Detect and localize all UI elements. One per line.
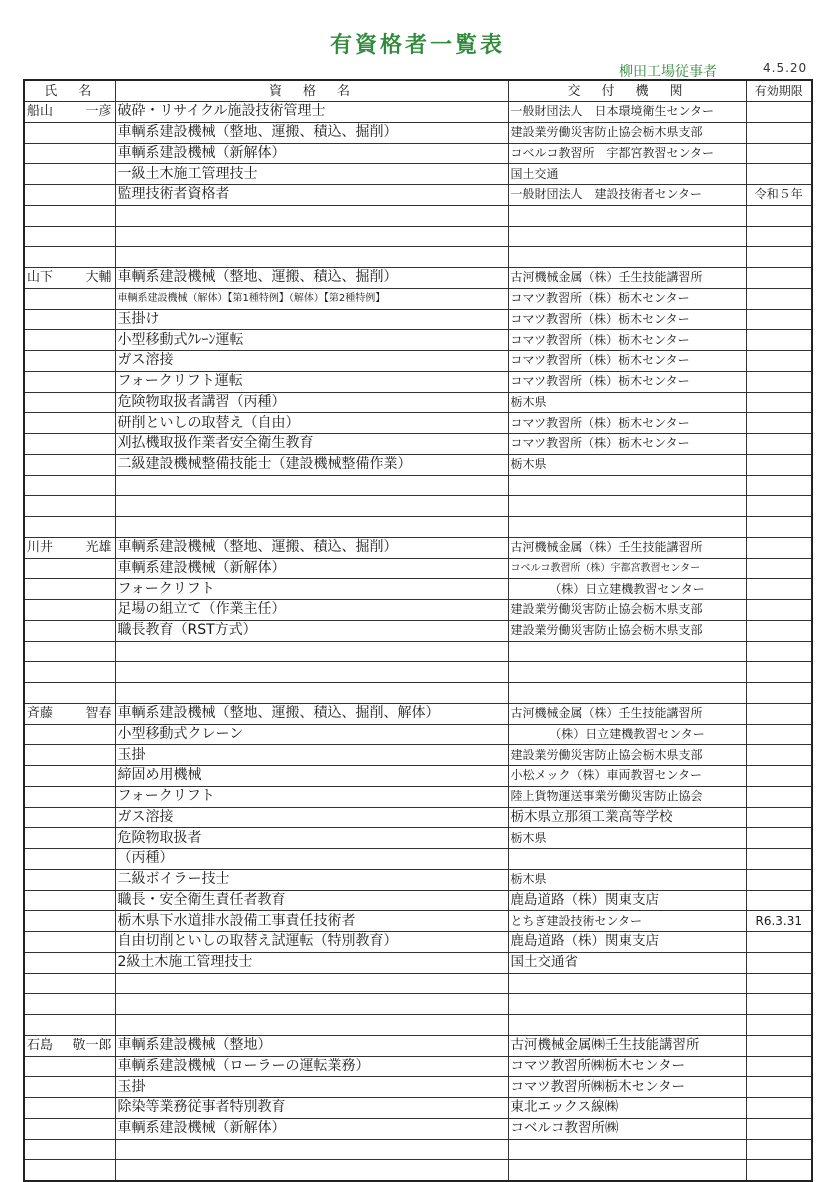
qualification-cell: 二級建設機械整備技能士（建設機械整備作業） [115, 454, 508, 475]
expiry-cell [746, 1035, 812, 1056]
issuer-cell: （株）日立建機教習センター [508, 579, 746, 600]
name-cell [24, 102, 115, 123]
name-cell [24, 952, 115, 973]
table-row [24, 579, 812, 600]
issuer-cell: 小松メック（株）車両教習センター [508, 766, 746, 787]
name-cell [24, 1056, 115, 1077]
qualification-cell [115, 683, 508, 704]
name-cell [24, 226, 115, 247]
qualification-cell [115, 1160, 508, 1181]
column-header-name: 氏 名 [24, 80, 115, 102]
name-cell [24, 434, 115, 455]
issuer-cell: コベルコ教習所 宇都宮教習センター [508, 143, 746, 164]
table-row [24, 600, 812, 621]
expiry-cell [746, 932, 812, 953]
expiry-cell [746, 496, 812, 517]
qualification-cell [115, 973, 508, 994]
name-cell [24, 330, 115, 351]
name-cell [24, 724, 115, 745]
name-cell [24, 454, 115, 475]
issuer-cell [508, 1160, 746, 1181]
qualification-cell: 二級ボイラー技士 [115, 869, 508, 890]
expiry-cell [746, 620, 812, 641]
issuer-cell: 国土交通 [508, 164, 746, 185]
issuer-cell: コマツ教習所（株）栃木センター [508, 309, 746, 330]
table-row [24, 164, 812, 185]
name-cell [24, 745, 115, 766]
name-cell [24, 268, 115, 289]
name-cell [24, 1015, 115, 1036]
qualification-cell: フォークリフト運転 [115, 371, 508, 392]
table-row [24, 849, 812, 870]
qualification-table [23, 79, 813, 1182]
table-row [24, 122, 812, 143]
expiry-cell [746, 1015, 812, 1036]
expiry-cell [746, 869, 812, 890]
table-row [24, 330, 812, 351]
issuer-cell [508, 662, 746, 683]
issuer-cell: 国土交通省 [508, 952, 746, 973]
name-cell [24, 828, 115, 849]
given-name: 一彦 [85, 104, 112, 120]
name-cell [24, 683, 115, 704]
issuer-cell [508, 475, 746, 496]
table-row [24, 1015, 812, 1036]
name-cell [24, 1035, 115, 1056]
issuer-cell: 鹿島道路（株）関東支店 [508, 890, 746, 911]
given-name: 大輔 [85, 270, 112, 286]
table-row [24, 392, 812, 413]
name-cell [24, 994, 115, 1015]
name-cell [24, 703, 115, 724]
issuer-cell: 一般財団法人 建設技術者センター [508, 185, 746, 206]
qualification-cell: 車輌系建設機械（新解体） [115, 1118, 508, 1139]
expiry-cell [746, 952, 812, 973]
table-row [24, 890, 812, 911]
issuer-cell [508, 849, 746, 870]
expiry-cell [746, 371, 812, 392]
issuer-cell: 一般財団法人 日本環境衛生センター [508, 102, 746, 123]
table-row [24, 869, 812, 890]
issuer-cell [508, 683, 746, 704]
name-cell [24, 288, 115, 309]
qualification-cell [115, 641, 508, 662]
name-cell [24, 351, 115, 372]
expiry-cell [746, 849, 812, 870]
qualification-cell [115, 475, 508, 496]
issuer-cell: 建設業労働災害防止協会栃木県支部 [508, 745, 746, 766]
issuer-cell [508, 226, 746, 247]
table-row [24, 641, 812, 662]
expiry-cell [746, 537, 812, 558]
expiry-cell [746, 890, 812, 911]
table-row [24, 724, 812, 745]
qualification-cell: 自由切削といしの取替え試運転（特別教育） [115, 932, 508, 953]
name-cell [24, 849, 115, 870]
expiry-cell [746, 1077, 812, 1098]
table-row [24, 143, 812, 164]
expiry-cell [746, 662, 812, 683]
issuer-cell [508, 641, 746, 662]
qualification-cell: 玉掛 [115, 1077, 508, 1098]
table-row [24, 226, 812, 247]
table-row [24, 434, 812, 455]
issuer-cell: 栃木県 [508, 392, 746, 413]
table-row [24, 537, 812, 558]
expiry-cell [746, 247, 812, 268]
table-row [24, 952, 812, 973]
expiry-cell [746, 205, 812, 226]
page-title: 有資格者一覧表 [329, 33, 505, 58]
expiry-cell [746, 288, 812, 309]
expiry-cell [746, 994, 812, 1015]
qualification-cell: 2級土木施工管理技士 [115, 952, 508, 973]
name-cell [24, 392, 115, 413]
expiry-cell [746, 600, 812, 621]
expiry-cell [746, 683, 812, 704]
table-row [24, 1160, 812, 1181]
table-row [24, 185, 812, 206]
qualification-cell [115, 517, 508, 538]
table-row [24, 1098, 812, 1119]
name-cell [24, 890, 115, 911]
issuer-cell: 建設業労働災害防止協会栃木県支部 [508, 122, 746, 143]
qualification-cell: 一級土木施工管理技士 [115, 164, 508, 185]
qualification-cell: （丙種） [115, 849, 508, 870]
table-row [24, 766, 812, 787]
qualification-cell: 車輌系建設機械（解体）【第1種特例】（解体）【第2種特例】 [115, 288, 508, 309]
qualification-cell: 危険物取扱者講習（丙種） [115, 392, 508, 413]
qualification-cell: 車輌系建設機械（整地、運搬、積込、掘削） [115, 122, 508, 143]
expiry-cell [746, 1118, 812, 1139]
family-name: 船山 [27, 104, 54, 120]
name-cell [24, 1160, 115, 1181]
name-cell [24, 662, 115, 683]
name-cell [24, 185, 115, 206]
qualification-cell: 危険物取扱者 [115, 828, 508, 849]
given-name: 智春 [85, 706, 112, 722]
expiry-cell [746, 226, 812, 247]
issuer-cell: 古河機械金属㈱壬生技能講習所 [508, 1035, 746, 1056]
issuer-cell: コベルコ教習所㈱ [508, 1118, 746, 1139]
table-row [24, 786, 812, 807]
issuer-cell: 東北エックス線㈱ [508, 1098, 746, 1119]
qualification-cell: 刈払機取扱作業者安全衛生教育 [115, 434, 508, 455]
expiry-cell [746, 413, 812, 434]
name-cell [24, 537, 115, 558]
qualification-cell: 研削といしの取替え（自由） [115, 413, 508, 434]
family-name: 斉藤 [27, 706, 54, 722]
name-cell [24, 807, 115, 828]
expiry-cell [746, 1098, 812, 1119]
qualification-cell: フォークリフト [115, 786, 508, 807]
issuer-cell [508, 517, 746, 538]
issuer-cell [508, 973, 746, 994]
name-cell [24, 1098, 115, 1119]
name-cell [24, 371, 115, 392]
issuer-cell: （株）日立建機教習センター [508, 724, 746, 745]
name-cell [24, 205, 115, 226]
qualification-cell: 締固め用機械 [115, 766, 508, 787]
name-cell [24, 413, 115, 434]
table-row [24, 662, 812, 683]
expiry-cell [746, 517, 812, 538]
name-cell [24, 558, 115, 579]
qualification-cell: 職長・安全衛生責任者教育 [115, 890, 508, 911]
qualification-cell: 栃木県下水道排水設備工事責任技術者 [115, 911, 508, 932]
qualification-cell: 足場の組立て（作業主任） [115, 600, 508, 621]
expiry-cell [746, 807, 812, 828]
qualification-cell: 小型移動式クレーン [115, 724, 508, 745]
table-row [24, 973, 812, 994]
table-row [24, 288, 812, 309]
issuer-cell: コベルコ教習所（株）宇都宮教習センター [508, 558, 746, 579]
table-header-row [24, 80, 812, 102]
qualification-cell: 車輌系建設機械（新解体） [115, 143, 508, 164]
expiry-cell [746, 558, 812, 579]
issuer-cell: 鹿島道路（株）関東支店 [508, 932, 746, 953]
table-row [24, 371, 812, 392]
issuer-cell: 栃木県 [508, 828, 746, 849]
expiry-cell [746, 164, 812, 185]
table-row [24, 1056, 812, 1077]
document-date: 4.5.20 [763, 61, 808, 75]
table-row [24, 496, 812, 517]
expiry-cell [746, 392, 812, 413]
expiry-cell [746, 724, 812, 745]
qualification-cell: 監理技術者資格者 [115, 185, 508, 206]
qualification-cell: 小型移動式ｸﾚｰﾝ運転 [115, 330, 508, 351]
table-row [24, 683, 812, 704]
table-row [24, 517, 812, 538]
table-row [24, 620, 812, 641]
name-cell [24, 164, 115, 185]
issuer-cell [508, 496, 746, 517]
family-name: 山下 [27, 270, 54, 286]
expiry-cell [746, 330, 812, 351]
expiry-cell [746, 102, 812, 123]
name-cell [24, 600, 115, 621]
issuer-cell: コマツ教習所（株）栃木センター [508, 330, 746, 351]
issuer-cell: 栃木県 [508, 869, 746, 890]
expiry-cell: R6.3.31 [746, 911, 812, 932]
name-cell [24, 579, 115, 600]
name-cell [24, 932, 115, 953]
table-row [24, 351, 812, 372]
table-row [24, 745, 812, 766]
issuer-cell: 古河機械金属（株）壬生技能講習所 [508, 703, 746, 724]
table-row [24, 268, 812, 289]
expiry-cell [746, 766, 812, 787]
subtitle: 柳田工場従事者 [619, 64, 717, 80]
name-cell [24, 122, 115, 143]
given-name: 光雄 [85, 540, 112, 556]
qualification-cell [115, 496, 508, 517]
expiry-cell [746, 579, 812, 600]
name-cell [24, 143, 115, 164]
column-header-issuer: 交 付 機 関 [508, 80, 746, 102]
name-cell [24, 973, 115, 994]
table-row [24, 413, 812, 434]
qualification-cell [115, 994, 508, 1015]
issuer-cell: 古河機械金属（株）壬生技能講習所 [508, 537, 746, 558]
issuer-cell: 陸上貨物運送事業労働災害防止協会 [508, 786, 746, 807]
issuer-cell [508, 994, 746, 1015]
expiry-cell [746, 973, 812, 994]
name-cell [24, 869, 115, 890]
issuer-cell [508, 1139, 746, 1160]
qualification-cell: ガス溶接 [115, 351, 508, 372]
name-cell [24, 786, 115, 807]
name-cell [24, 911, 115, 932]
qualification-cell: 職長教育（RST方式） [115, 620, 508, 641]
name-cell [24, 1139, 115, 1160]
qualification-cell: 玉掛け [115, 309, 508, 330]
table-row [24, 454, 812, 475]
name-cell [24, 641, 115, 662]
expiry-cell [746, 641, 812, 662]
qualification-cell [115, 205, 508, 226]
issuer-cell: 建設業労働災害防止協会栃木県支部 [508, 620, 746, 641]
table-row [24, 1077, 812, 1098]
qualification-cell: 車輌系建設機械（整地、運搬、積込、掘削） [115, 537, 508, 558]
qualification-cell [115, 1015, 508, 1036]
expiry-cell [746, 745, 812, 766]
expiry-cell [746, 1160, 812, 1181]
name-cell [24, 475, 115, 496]
expiry-cell [746, 434, 812, 455]
name-cell [24, 620, 115, 641]
expiry-cell [746, 454, 812, 475]
table-row [24, 1139, 812, 1160]
issuer-cell: 古河機械金属（株）壬生技能講習所 [508, 268, 746, 289]
qualification-cell [115, 226, 508, 247]
expiry-cell [746, 703, 812, 724]
issuer-cell: コマツ教習所（株）栃木センター [508, 434, 746, 455]
table-row [24, 1035, 812, 1056]
table-row [24, 247, 812, 268]
table-row [24, 807, 812, 828]
issuer-cell [508, 247, 746, 268]
column-header-validity: 有効期限 [746, 80, 812, 102]
table-row [24, 309, 812, 330]
expiry-cell [746, 1139, 812, 1160]
name-cell [24, 247, 115, 268]
expiry-cell [746, 828, 812, 849]
name-cell [24, 309, 115, 330]
table-row [24, 1118, 812, 1139]
name-cell [24, 766, 115, 787]
column-header-qualification: 資 格 名 [115, 80, 508, 102]
issuer-cell: 栃木県立那須工業高等学校 [508, 807, 746, 828]
issuer-cell: 建設業労働災害防止協会栃木県支部 [508, 600, 746, 621]
table-row [24, 911, 812, 932]
issuer-cell: コマツ教習所（株）栃木センター [508, 351, 746, 372]
qualification-cell: 車輌系建設機械（ローラーの運転業務） [115, 1056, 508, 1077]
qualification-cell: 玉掛 [115, 745, 508, 766]
given-name: 敬一郎 [72, 1038, 112, 1054]
issuer-cell: コマツ教習所（株）栃木センター [508, 371, 746, 392]
table-row [24, 475, 812, 496]
expiry-cell [746, 268, 812, 289]
expiry-cell [746, 1056, 812, 1077]
table-body [24, 102, 812, 1182]
table-row [24, 703, 812, 724]
name-cell [24, 1077, 115, 1098]
qualification-cell: 車輌系建設機械（整地、運搬、積込、掘削、解体） [115, 703, 508, 724]
qualification-cell: 破砕・リサイクル施設技術管理士 [115, 102, 508, 123]
expiry-cell [746, 122, 812, 143]
qualification-cell [115, 1139, 508, 1160]
qualification-cell: 除染等業務従事者特別教育 [115, 1098, 508, 1119]
table-row [24, 205, 812, 226]
expiry-cell [746, 309, 812, 330]
issuer-cell [508, 205, 746, 226]
table-row [24, 828, 812, 849]
qualification-cell: ガス溶接 [115, 807, 508, 828]
expiry-cell [746, 786, 812, 807]
issuer-cell: 栃木県 [508, 454, 746, 475]
qualification-cell [115, 247, 508, 268]
issuer-cell: コマツ教習所（株）栃木センター [508, 413, 746, 434]
qualification-cell: 車輌系建設機械（整地） [115, 1035, 508, 1056]
issuer-cell: コマツ教習所（株）栃木センター [508, 288, 746, 309]
qualification-cell: フォークリフト [115, 579, 508, 600]
issuer-cell: コマツ教習所㈱栃木センター [508, 1077, 746, 1098]
qualification-cell [115, 662, 508, 683]
qualification-cell: 車輌系建設機械（整地、運搬、積込、掘削） [115, 268, 508, 289]
expiry-cell [746, 143, 812, 164]
family-name: 石島 [27, 1038, 54, 1054]
table-row [24, 558, 812, 579]
expiry-cell [746, 351, 812, 372]
family-name: 川井 [27, 540, 54, 556]
issuer-cell [508, 1015, 746, 1036]
issuer-cell: とちぎ建設技術センター [508, 911, 746, 932]
table-row [24, 102, 812, 123]
expiry-cell: 令和５年 [746, 185, 812, 206]
name-cell [24, 1118, 115, 1139]
expiry-cell [746, 475, 812, 496]
name-cell [24, 496, 115, 517]
name-cell [24, 517, 115, 538]
table-row [24, 994, 812, 1015]
issuer-cell: コマツ教習所㈱栃木センター [508, 1056, 746, 1077]
table-row [24, 932, 812, 953]
qualification-cell: 車輌系建設機械（新解体） [115, 558, 508, 579]
